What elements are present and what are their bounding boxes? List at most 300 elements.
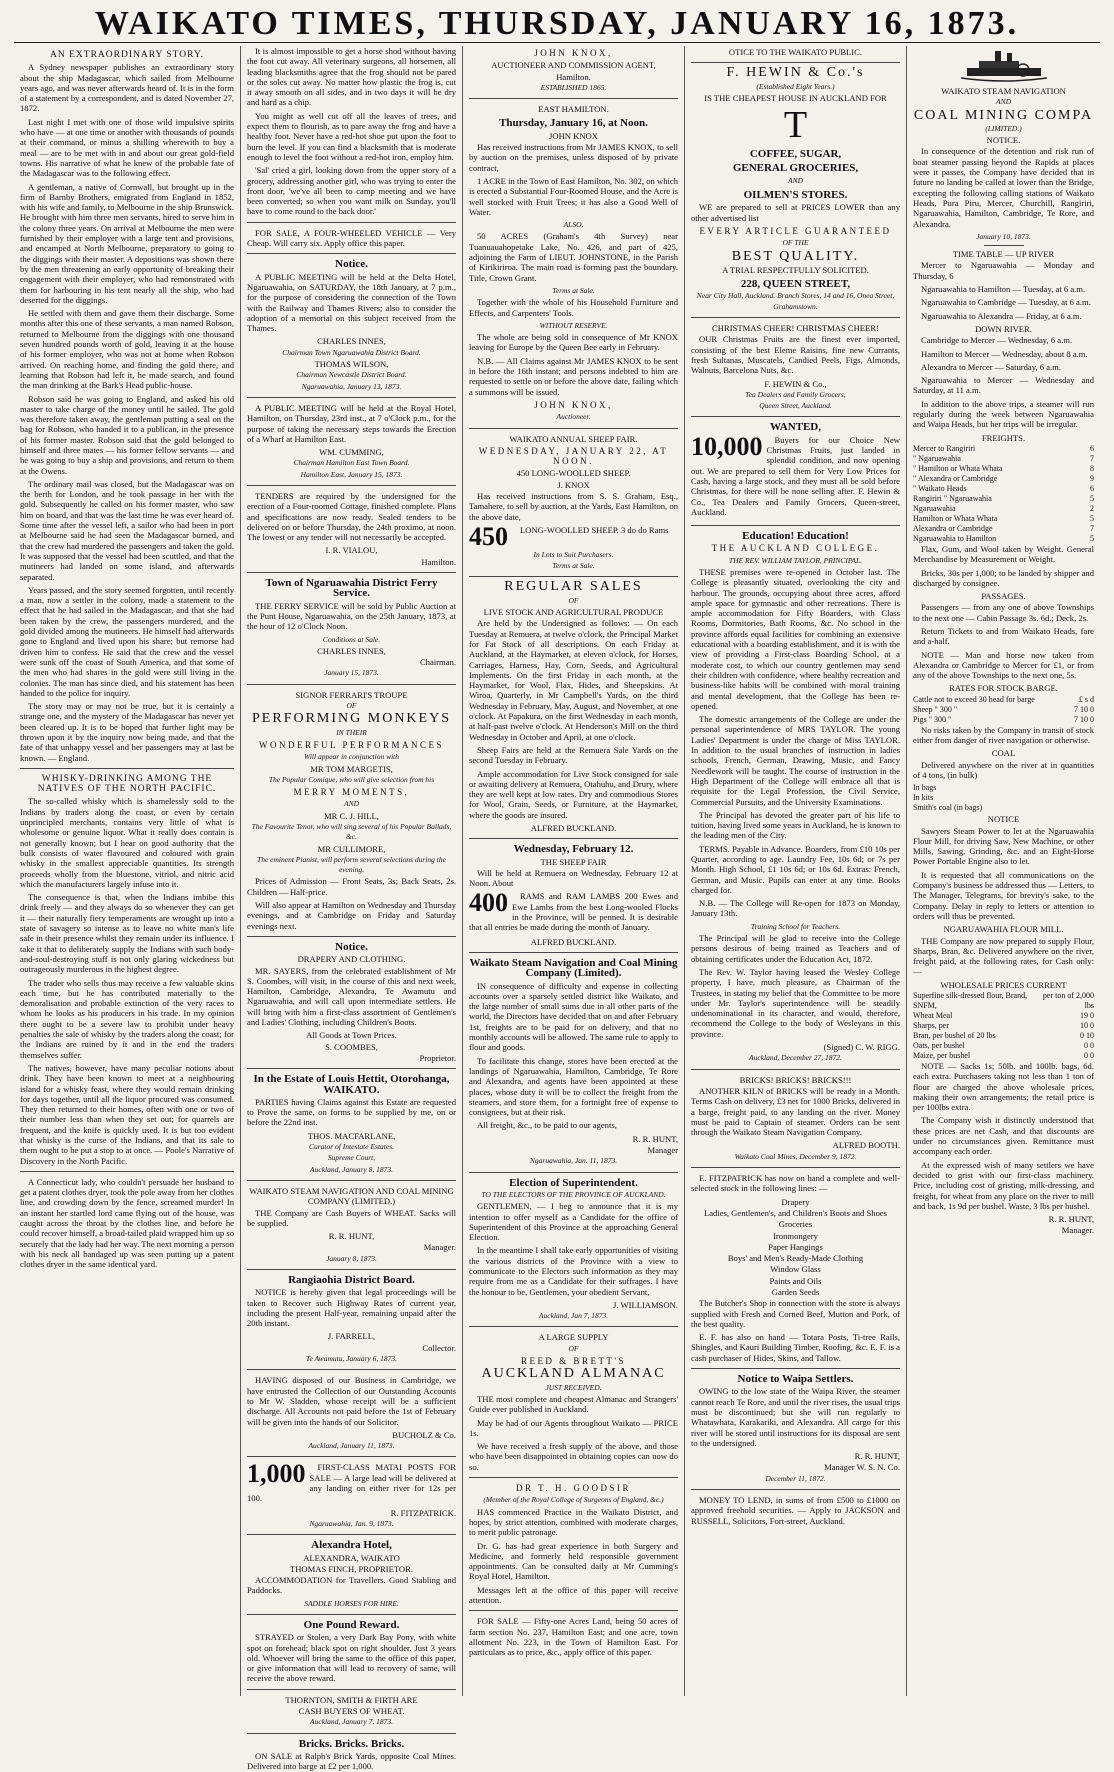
signature: JOHN KNOX, [534, 399, 613, 410]
divider [247, 1269, 456, 1270]
divider [247, 253, 456, 254]
big-t: T [783, 104, 808, 147]
coal-body: Delivered anywhere on the river at in quantities of 4 tons, (in bulk) [913, 759, 1094, 780]
auctioneer-name: JOHN KNOX [549, 130, 598, 141]
sheep-long: LONG-WOOLLED SHEEP. 3 do do Rams [520, 524, 669, 535]
table-row: " Hamilton or Whata Whata 8 [913, 463, 1094, 473]
notice-body: In consequence of the detention and risk run of boat steamer passing beyond the Rapids at places were it passes, the Company have decided that in future no landing be called at lower than the Bridge, excepting the following calling stations of Waikato Heads, Pura Piru, Mercer, Churchill, Rangiriri, Ngaruawahia, Hamilton, Cambridge, Te Rore, and Alexandra. [913, 146, 1094, 229]
notice-body: A PUBLIC MEETING will be held at the Delta Hotel, Ngaruawahia, on SATURDAY, the 18th January, at 7 p.m., for the purpose of considering the connection of the Town with the Railway and Thames Rivers; also to consider the adoption of a memorial on this subject received from the Thames. [247, 271, 456, 334]
regular-body: Are held by the Undersigned as follows: — On each Tuesday at Remuera, at twelve o'clock, the Principal Market for Fat Stock of all descriptions. On each Friday at Auckland, at the Haymarket, at eleven o'clock, for Horses, Carriages, Harness, Hay, Corn, Seeds, and Agricultural Implements. On the first Friday in each month, at the Haymarket, for Wool, Flax, Hides, and Sheepskins. At Wiroa, Quarterly, in Mr Campbell's Yards, on the third Wednesday in February, May, August, and November, at one o'clock. At Papakura, on the first Wednesday in each month, at half-past twelve o'clock. At Henderson's Mill on the third Wednesday in October and April, at one o'clock. [469, 618, 678, 742]
signature: THOS. MACFARLANE, [307, 1130, 396, 1141]
signature: CHARLES INNES, [317, 645, 386, 656]
note: NOTE — Man and horse now taken from Alexandra or Cambridge to Mercer for £1, or from any of the above Townships to the next one, 5s. [913, 649, 1094, 681]
knox-role: AUCTIONEER AND COMMISSION AGENT, [491, 60, 656, 71]
regular-of: OF [568, 595, 579, 605]
masthead: WAIKATO TIMES, THURSDAY, JANUARY 16, 1873. [14, 6, 1100, 43]
tsf-title: THORNTON, SMITH & FIRTH ARE [285, 1694, 418, 1705]
story-para: Years passed, and the story seemed forgotten, until recently a man, now a settler in the colony, made a statement to the effect that he had sailed in the Madagascar, and that she had been taken by the crew, the passengers murdered, and the gold divided among the mutineers. He himself had afterwards gone to England and lived upon his share; but remorse had driven him to confess. He said that the crew and the vessel were sunk off the coast of South America, and that some of the men who had shares in the gold were still living in the colonies. The man has since died, and his statement has been handed to the police for inquiry. [20, 584, 234, 698]
short-para: A Connecticut lady, who couldn't persuade her husband to get a patent clothes dryer, took the pole away from her clothes line, and crowding down by the fence, screamed murder! In an instant her startled lord came flying out of the house, was caught across the throat by the clothes line, and before he could recover himself, a broad-tailed plaid wrapped him up so securely that the lady had her way. The next morning a person with his neck all bandaged up was seen putting up a patent clothes dryer in the same identical yard. [20, 1176, 234, 1270]
divider [469, 1326, 678, 1327]
coal-title: COAL [991, 748, 1016, 759]
coal-table [913, 783, 1094, 813]
signature-role: Collector. [422, 1342, 456, 1353]
passages-body: Passengers — from any one of above Townships to the next one — Cabin Passage 3s. 6d.; Deck, 2s. [913, 602, 1094, 623]
hewin-name: F. HEWIN & Co.'s [726, 65, 865, 81]
sheep-body: Has received instructions from S. S. Graham, Esq., Tamahere, to sell by auction, at the Yards, East Hamilton, on the above date, [469, 490, 678, 522]
auctioneer-name: J. KNOX [557, 479, 590, 490]
notice-date: Auckland, January 7, 1873. [310, 1717, 393, 1727]
return-tickets: Return Tickets to and from Waikato Heads, fare and a-half. [913, 625, 1094, 647]
regular-sales-title: REGULAR SALES [504, 579, 643, 595]
ferry-title: Town of Ngaruawahia District Ferry Service. [265, 577, 438, 600]
divider [247, 1733, 456, 1734]
limited: (LIMITED.) [985, 123, 1022, 133]
signature-role: Chairman Hamilton East Town Board. [293, 458, 410, 468]
table-row: Rangiriri " Ngaruawahia 5 [913, 493, 1094, 503]
education-body: THESE premises were re-opened in October last. The College is pleasantly situated, overlooking the city and harbour. The grounds, occupying about three acres, afford ample space for gymnastic and other recreations. There is ample accommodation for Fifty Boarders, with Class Rooms, Dormitories, Bath Rooms, &c. No school in the province affords equal facilities for combining an extensive educational with a boarding establishment, and it is with the view of providing a First-class Boarding School, at a moderate cost, to which our country gentlemen may send their children with confidence, where healthy recreation and business-like habits will be combined with moral training and mental development, that the College has been re-opened. [691, 566, 900, 711]
signature-place: Hamilton. [421, 556, 456, 567]
sal-para: 'Sal' cried a girl, looking down from the upper story of a grocery, addressing another girl, who was trying to enter the front door, 'we've all been to camp meeting and we have been converted; so when you want milk on Sunday, you'll have to come round to the back door.' [247, 165, 456, 217]
bricks-place: Waikato Coal Mines, December 9, 1872. [734, 1151, 857, 1161]
notice-date: December 11, 1872. [765, 1473, 826, 1483]
also: ALSO, [563, 220, 584, 230]
story-para: A gentleman, a native of Cornwall, but brought up in the firm of Barnby Brothers, emigrated from England in 1852, with his wife and family, to Melbourne in the ship Brunswick. He brought with him three men servants, hired to serve him in the colony three years. On arrival at Melbourne the men were furnished by their employer with a large tent and provisions, and encamped at North Melbourne, preparatory to going to the diggings with their master. A depositions was shown there by the men threatening an early opportunity of breaking their engagement with their employer, who had remonstrated with them for harbouring in his tent nearly all the ship, who had deserted for the diggings. [20, 181, 234, 305]
troupe-desc: The eminent Pianist, will perform several selections during the evening. [257, 854, 446, 875]
signature-role: Chairman Newcastle District Board. [296, 370, 407, 380]
troupe-sub: IN THEIR [336, 727, 367, 737]
bucholz-body: HAVING disposed of our Business in Cambridge, we have entrusted the Collection of our Outstanding Accounts to Mr W. Sladden, whose receipt will be a sufficient discharge. All Accounts not paid before the 1st of February will be given into the hands of our Solicitor. [247, 1375, 456, 1427]
notice-date: January 8, 1873. [326, 1253, 377, 1263]
notice-date: Auckland, January 8, 1873. [310, 1164, 393, 1174]
company-name: WAIKATO STEAM NAVIGATION [941, 86, 1066, 96]
christmas-heading: CHRISTMAS CHEER! CHRISTMAS CHEER! [712, 323, 879, 334]
education-title: Education! Education! [742, 530, 849, 543]
signature-role: Tea Dealers and Family Grocers, [745, 389, 846, 399]
sheep-number: 450 [469, 521, 508, 551]
reward-body: STRAYED or Stolen, a very Dark Bay Pony, with white spot on forehead; black spot on right shoulder. Just 3 years old. Whoever will bring the same to the office of this paper, or give information that will lead to recovery of same, will receive the above reward. [247, 1632, 456, 1684]
signature-role: Proprietor. [419, 1052, 456, 1063]
terms-nb: N.B. — The College will Re-open for 1873 on Monday, January 13th. [691, 898, 900, 919]
table-row: Mercer to Rangiriri 6 [913, 443, 1094, 453]
flour-body: THE Company are now prepared to supply Flour, Sharps, Bran, &c. Delivered anywhere on the river, freight paid, at the following rates, for Cash only: — [913, 935, 1094, 977]
tsf-sub: CASH BUYERS OF WHEAT. [298, 1706, 405, 1717]
notice-title: Notice. [335, 258, 368, 271]
knox-town: Hamilton. [556, 71, 591, 82]
table-row: Ngaruawahia 2 [913, 503, 1094, 513]
board-title: Rangiaohia District Board. [288, 1273, 415, 1286]
table-row: Wheat Meal 19 0 [913, 1011, 1094, 1020]
every-article: EVERY ARTICLE GUARANTEED [699, 225, 892, 236]
hewin-established: (Established Eight Years.) [756, 81, 835, 91]
whisky-para: The trader who sells thus may receive a few valuable skins each time, but he has contributed materially to the demoralisation and probable extinction of the very races to whom he looks as his producers in his trade. In my opinion there ought to be a severe law to prohibit under heavy penalties the sale of whisky by the traders along the coast; for the Indians are ruined by it and in the end the traders themselves suffer. [20, 977, 234, 1060]
almanac-agents: May be had of our Agents throughout Waikato — PRICE 1s. [469, 1417, 678, 1438]
terms: Terms at Sale. [552, 285, 595, 295]
fifty-acres-para: 50 ACRES (Graham's 4th Survey) near Tuanuauahopetake Lake, No. 426, and part of 425, adjoining the Farm of LIEUT. JOHNSTONE, in the Parish of Kirikiriroa. The main road is forming past the boundary. Title, Crown Grant. [469, 231, 678, 283]
meeting-body: A PUBLIC MEETING will be held at the Royal Hotel, Hamilton, on Thursday, 23rd inst., at 7 o'Clock p.m., for the purpose of taking the necessary steps towards the Erection of a Wharf at Hamilton East. [247, 402, 456, 444]
drapery-goods: All Goods at Town Prices. [306, 1030, 397, 1041]
signature: THOMAS WILSON, [314, 359, 389, 370]
notice-date: Auckland, January 11, 1873. [308, 1441, 395, 1451]
wed-sub: THE SHEEP FAIR [540, 856, 607, 867]
signature-role: Manager W. S. N. Co. [824, 1462, 900, 1473]
timetable-down-row: Hamilton to Mercer — Wednesday, about 8 a.m. [921, 348, 1088, 359]
best-quality: BEST QUALITY. [731, 248, 860, 264]
acres-ad: FOR SALE — Fifty-one Acres Land, being 50 acres of farm section No. 237, Hamilton East; and one acre, town allotment No. 223, in the Town of Hamilton East. For particulars as to price, &c., apply office of this paper. [469, 1616, 678, 1658]
flour-mill-title: NGARUAWAHIA FLOUR MILL. [943, 924, 1064, 935]
notice-date: January 15, 1873. [324, 668, 379, 678]
prepared-para: WE are prepared to sell at PRICES LOWER than any other advertised list [691, 202, 900, 223]
estate-body: PARTIES having Claims against this Estate are requested to Prove the same, on forms to be supplied by me, on or before the 22nd inst. [247, 1096, 456, 1128]
column-5 [906, 46, 1100, 1696]
troupe-wonder: WONDERFUL PERFORMANCES [259, 739, 444, 750]
goodsir-sub: (Member of the Royal College of Surgeons of England, &c.) [483, 1495, 664, 1505]
notice-date: Auckland, Jan 7, 1873. [538, 1311, 609, 1321]
table-row: Smith's coal (in bags) [913, 803, 983, 813]
sheep-fair-date: WEDNESDAY, JANUARY 22, AT NOON. [478, 445, 669, 467]
divider [691, 1489, 900, 1490]
sheep-lots: In Lots to Suit Purchasers. [533, 549, 614, 559]
signature: J. WILLIAMSON. [612, 1299, 678, 1310]
fitzpatrick-item: Garden Seeds [771, 1286, 820, 1297]
timetable-down-row: Alexandra to Mercer — Saturday, 6 a.m. [921, 361, 1061, 372]
story-para: The ordinary mail was closed, but the Madagascar was on the berth for London, and he took passage in her with the gold. Subsequently he called on his former master, who saw him on board, and that was the last time he was ever heard of. Some time after the vessel left, a sailor who had been in port at Melbourne said he had seen the Madagascar burned, and that the crew had murdered the passengers and taken the gold. It was supposed that the vessel had been scuttled, and that the mutineers had landed on some island, and afterwards separated. [20, 478, 234, 582]
troupe-prices: Prices of Admission — Front Seats, 3s; Back Seats, 2s. Children — Half-price. [247, 876, 456, 897]
stock-table [913, 695, 1094, 725]
troupe-appear: Will appear in conjunction with [304, 752, 399, 762]
prices-title: WHOLESALE PRICES CURRENT [940, 979, 1067, 990]
sheep-count: 450 LONG-WOOLLED SHEEP. [516, 468, 631, 479]
divider [691, 525, 900, 526]
goodsir-title: DR T. H. GOODSIR [516, 1483, 631, 1494]
mill-note: The Company wish it distinctly understood that these prices are net Cash, and that discounts are under no circumstances given. Remittance must accompany each order. [913, 1115, 1094, 1157]
almanac-body: THE most complete and cheapest Almanac and Strangers' Guide ever published in Auckland. [469, 1393, 678, 1415]
freights-table [913, 444, 1094, 544]
stock-title: RATES FOR STOCK BARGE. [949, 683, 1058, 694]
notice-date: Ngaruawahia, Jan. 11, 1873. [529, 1156, 618, 1166]
goodsir-body: HAS commenced Practice in the Waikato District, and hopes, by strict attention, combined with moderate charges, to merit public patronage. [469, 1506, 678, 1538]
education-body: The domestic arrangements of the College are under the personal superintendence of MRS TAYLOR. The young Ladies' Department is under the charge of Miss TAYLOR. In addition to the usual branches of instruction in ladies schools, French, German, Drawing, Music, and Fancy Needlework will be taught. The course of instruction in the High Department of the College will embrace all that is requisite for the Legal Profession, the Civil Service, Commercial Pursuits, and the University Examinations. [691, 714, 900, 807]
terms: TERMS. Payable in Advance. Boarders, from £10 10s per Quarter, according to age. Laundry Fee, 10s 6d; or 7s per Month. High School, £1 10s 6d; or 10s 6d. Extras: French, German, and Music. Pupils can enter at any time. Books charged for. [691, 843, 900, 895]
whisky-para: The natives, however, have many peculiar notions about drink. They have been known to meet at a neighbouring island for a whisky feast, where they would remain drinking for days together, until all the liquor procured was consumed. They then returned to their homes, often with one or two of their number less than when they set out; for quarrels are frequent, and the knife is quickly used. It is but too evident that whisky is the curse of the Indians, and that its sale to them ought to be put a stop to at once. — Poole's Narrative of Discovery in the North Pacific. [20, 1062, 234, 1166]
signature: J. FARRELL, [327, 1331, 376, 1342]
whisky-title: WHISKY-DRINKING AMONG THE NATIVES OF THE NORTH PACIFIC. [37, 773, 217, 795]
down-river: DOWN RIVER. [975, 323, 1032, 334]
fitzpatrick-item: Paper Hangings [768, 1241, 823, 1252]
signature: WM. CUMMING, [319, 447, 384, 458]
regular-sub: LIVE STOCK AND AGRICULTURAL PRODUCE [483, 607, 664, 618]
story-title: AN EXTRAORDINARY STORY. [50, 50, 204, 60]
whisky-para: The consequence is that, when the Indians imbibe this drink freely — and they always do so whenever they can get it — their naturally fiery temperaments are wrought up into a state of savagery so intense as to leave no white man's life safe in their presence whilst they remain under its influence. I take it that to deliberately supply the Indians with such body-and-soul-destroying stuff is not only glaring wickedness but outrageously murderous in the highest degree. [20, 892, 234, 975]
wsn-body: IN consequence of difficulty and expense in collecting accounts over a sparsely settled district like Waikato, and the large number of small sums due in all other parts of the world, the Directors have decided that on and after February 1st, freights are to be paid for on delivery, and that no monthly accounts will be allowed. The same rule to apply to flour and goods. [469, 980, 678, 1053]
note: NOTE — Sacks 1s; 50lb. and 100lb. bags, 6d. each extra. Purchasers taking not less than 1 ton of flour are charged the above wholesale prices, making their own arrangements; the retail price is per 100lbs extra. [913, 1061, 1094, 1113]
signature: S. COOMBES, [325, 1041, 378, 1052]
divider [469, 98, 678, 99]
whole-para: The whole are being sold in consequence of Mr KNOX leaving for Europe by the Queen Bee early in February. [469, 332, 678, 353]
wanted-body: Buyers for our Choice New Christmas Fruits, just landed in splendid condition, and now opening out. We are prepared to sell them for Very Low Prices for Cash, having a large stock, and they must all be sold before Christmas, for there will be none selling after. F. Hewin & Co., Tea Dealers and Family Grocers, Queen-street, Auckland. [691, 434, 900, 517]
table-row: Sheep " 300 " 7 10 0 [913, 704, 1094, 714]
rams-number: 400 [469, 888, 508, 918]
fitzpatrick-item: Ironmongery [773, 1230, 818, 1241]
coffee-sugar: COFFEE, SUGAR, [749, 148, 842, 161]
divider [247, 397, 456, 398]
divider [469, 428, 678, 429]
steamer-icon [959, 48, 1049, 82]
divider [247, 1180, 456, 1181]
table-row: " Alexandra or Cambridge 9 [913, 473, 1094, 483]
money-ad: MONEY TO LEND, in sums of from £500 to £1000 on approved freehold securities. — Apply to JACKSON and RUSSELL, Solicitors, Fort-street, Auckland. [691, 1495, 900, 1526]
column-1 [14, 46, 240, 1696]
troupe-of: OF [346, 701, 357, 711]
wsn-title: Waikato Steam Navigation and Coal Mining Company (Limited). [469, 956, 678, 980]
troupe-desc: The Favourite Tenor, who will sing several of his Popular Ballads, &c. [251, 822, 452, 842]
notice-date: Ngaruawahia, Jan. 9, 1873. [309, 1518, 394, 1528]
story-para: Robson said he was going to England, and asked his old master to take charge of the money until he sailed. The gold was therefore taken away, the gentleman putting a seal on the bag for Robson, who handed it to a publican, in the presence of his former master. Robson said that the gold belonged to himself and three mates — his former fellow servants — and he was going to buy a ship and provisions, and return to them at the Owens. [20, 393, 234, 476]
divider [469, 1477, 678, 1478]
notice-date: January 10, 1873. [976, 231, 1031, 241]
correspondence: It is requested that all communications on the Company's business be addressed thus — Letters, to The Manager, Telegrams, for brevity's sake, to the Company. Delay in reply to letters or attention to orders will thus be prevented. [913, 869, 1094, 921]
timetable-up-row: Mercer to Ngaruawahia — Monday and Thursday, 6 [913, 260, 1094, 281]
flax: Flax, Gum, and Wool taken by Weight. General Merchandise by Measurement or Weight. [913, 543, 1094, 565]
address: 228, QUEEN STREET, [740, 278, 851, 291]
wed-title: Wednesday, February 12. [513, 843, 634, 856]
divider [20, 1171, 234, 1172]
training-body: The Rev. W. Taylor having leased the Wesley College property, I have, much pleasure, as Chairman of the Trustees, in stating my belief that the Committee to be more under Mr. Taylor's superintendence will be steadily undenominational in its character, and would, therefore, recommend the College to the body of Wesleyans in this province. [691, 966, 900, 1039]
wsn-body: All freight, &c., to be paid to our agents, [477, 1120, 617, 1131]
election-title: Election of Superintendent. [509, 1176, 638, 1189]
ferry-conditions: Conditions at Sale. [322, 634, 381, 644]
notice-title: NOTICE. [986, 135, 1021, 146]
east-heading: EAST HAMILTON. [538, 104, 609, 115]
notice-heading: OTICE TO THE WAIKATO PUBLIC. [728, 47, 863, 57]
notice-body: Sawyers Steam Power to let at the Ngaruawahia Flour Mill, for driving Saw, New Machine, or other Mills, Sawing, Grinding, &c. and an Eight-Horse Power Portable Engine also to let. [913, 825, 1094, 867]
coal-mining: COAL MINING COMPA [913, 107, 1094, 123]
election-body: In the meantime I shall take early opportunities of visiting the various districts of the Province with a view to communicate to the Electors such information as they may require from me as a Candidate for their suffrages. I have the honour to be, Gentlemen, your obedient Servant, [469, 1245, 678, 1297]
whisky-para: The so-called whisky which is shamelessly sold to the Indians by traders along the coast, or even by certain unprincipled merchants, contains very little of what is wholesome or genuine liquor. What it really does contain is not generally known; but I hear on good authority that the bulk consists of water flavoured and coloured with grain whisky in the smallest appreciable quantities. Its strength proceeds wholly from the bluestone, vitriol, and nitric acid which the manufacturers largely infuse into it. [20, 796, 234, 889]
signature-role: Manager. [423, 1242, 456, 1253]
divider [691, 416, 900, 417]
column-4 [684, 46, 906, 1696]
vehicle-ad: FOR SALE, A FOUR-WHEELED VEHICLE — Very Cheap. Will carry six. Apply office this paper. [247, 227, 456, 249]
divider [469, 838, 678, 839]
fitzpatrick-item: Window Glass [770, 1264, 821, 1275]
divider [247, 1614, 456, 1615]
table-row: Hamilton or Whata Whata 5 [913, 513, 1094, 523]
sale-date: Thursday, January 16, at Noon. [499, 117, 648, 130]
troupe-monkeys: PERFORMING MONKEYS [252, 711, 451, 727]
posts-body: FIRST-CLASS MATAI POSTS FOR SALE — A large lead will be delivered at any landing on either river for 12s per 100. [247, 1462, 456, 1504]
story-para: The story may or may not be true, but it is certainly a strange one, and the mystery of the Madagascar has never yet been cleared up. It is to be hoped that further light may be thrown upon it by the inquiry now being made, and that the fate of that unhappy vessel and her passengers may at last be known. — England. [20, 701, 234, 763]
wanted: WANTED, [769, 421, 822, 434]
near: Near City Hall, Auckland. Branch Stores, 14 and 16, Onea Street, Grahamstown. [696, 291, 895, 311]
almanac-large: A LARGE SUPPLY [538, 1332, 609, 1343]
college-name: THE AUCKLAND COLLEGE. [711, 543, 880, 554]
divider [691, 1167, 900, 1168]
column-3 [462, 46, 684, 1696]
hotel-saddle: SADDLE HORSES FOR HIRE. [304, 1598, 399, 1608]
wheat-body: THE Company are Cash Buyers of WHEAT. Sacks will be supplied. [247, 1207, 456, 1228]
waipa-body: OWING to the low state of the Waipa River, the steamer cannot reach Te Rore, and until the river rises, the usual trips must be discontinued; but she will run regularly to Whatawhata, Karakariki, and Alexandra. All cargo for this river will be stored until instructions for its disposal are sent to the undersigned. [691, 1386, 901, 1448]
hotel-proprietor: THOMAS FINCH, PROPRIETOR. [289, 1563, 414, 1574]
almanac-just: JUST RECEIVED. [545, 1382, 602, 1392]
drapery-sub: DRAPERY AND CLOTHING. [297, 954, 406, 965]
without-reserve: WITHOUT RESERVE. [539, 320, 608, 330]
signature: ALFRED BUCKLAND. [530, 823, 617, 833]
waipa-title: Notice to Waipa Settlers. [737, 1373, 854, 1386]
goodsir-body: Dr. G. has had great experience in both Surgery and Medicine, and formerly held responsible government appointments. Can be consulted daily at Mr Cumming's Royal Hotel, Hamilton. [469, 1540, 678, 1582]
training-title: Training School for Teachers. [750, 921, 841, 931]
table-row: In bags [913, 783, 937, 793]
almanac-fresh: We have received a fresh supply of the above, and those who have been disappointed in obtaining copies can now do so. [469, 1441, 678, 1472]
almanac-name: REED & BRETT'S [520, 1356, 627, 1367]
divider [691, 1069, 900, 1070]
ferry-body: THE FERRY SERVICE will be sold by Public Auction at the Punt House, Ngaruawahia, on the 25th January, 1873, at the hour of 12 o'Clock Noon. [247, 600, 456, 632]
training-body: The Principal will be glad to receive into the College persons desirous of being trained as Teachers and of obtaining certificates under the Education Act, 1872. [691, 933, 900, 964]
sheep-terms: Terms at Sale. [552, 561, 595, 571]
signature: R. R. HUNT, [854, 1451, 900, 1462]
divider [247, 485, 456, 486]
general-groceries: GENERAL GROCERIES, [732, 162, 859, 175]
story-para: Last night I met with one of those wild impulsive spirits who have — at one time or another with thousands of pounds at their command, or minus a shilling wherewith to buy a meal — are to be met with in and about our great gold-field towns. His narrative of what he knew of the probable fate of the Madagascar was to the following effect. [20, 116, 234, 179]
bricks-rate: Bricks, 30s per 1,000; to be landed by shipper and discharged by consignee. [913, 567, 1094, 588]
bricks-heading: BRICKS! BRICKS! BRICKS!!! [739, 1074, 852, 1085]
signature: R. R. HUNT, [328, 1231, 375, 1242]
education-body: The Principal has devoted the greater part of his life to tuition, having lived some years in Auckland, he is known to the leading men of the City. [691, 809, 900, 841]
prices-table [913, 991, 1094, 1061]
troupe-and: AND [344, 799, 359, 809]
wed-body: Will be held at Remuera on Wednesday, February 12 at Noon. About [469, 867, 678, 889]
troupe-schedule: Will also appear at Hamilton on Wednesday and Thursday evenings, and at Cambridge on Friday and Saturday evenings next. [247, 900, 456, 931]
wsn-body: To facilitate this change, stores have been erected at the landings of Ngaruawahia, Hamilton, Cambridge, Te Rore and Alexandra, and agents have been appointed at these places, whose duty it will be to collect the freight from the steamers, and store them, for a fortnight free of expense to consignees, but at their risk. [469, 1055, 678, 1118]
notice-date: Te Awamutu, January 6, 1873. [305, 1354, 398, 1364]
divider [247, 1534, 456, 1535]
table-row: Oats, per bushel 0 0 [913, 1041, 1094, 1050]
divider [247, 222, 456, 223]
notice-date: Auckland, December 27, 1872. [749, 1053, 842, 1063]
signature: I. R. VIALOU, [325, 545, 378, 556]
fitzpatrick-item: Ladies, Gentlemen's, and Children's Boots and Shoes [703, 1207, 888, 1218]
table-row: Cattle not to exceed 30 head for barge £ s d [913, 694, 1094, 704]
divider [691, 317, 900, 318]
timetable-title: TIME TABLE — UP RIVER [952, 249, 1055, 260]
knox-title: JOHN KNOX, [534, 48, 613, 58]
knox-established: ESTABLISHED 1865. [540, 82, 607, 92]
timetable-down-row: Cambridge to Mercer — Wednesday, 6 a.m. [921, 335, 1073, 346]
timetable-up-row: Ngaruawahia to Cambridge — Tuesday, at 6 a.m. [921, 297, 1091, 308]
troupe-desc: The Popular Comique, who will give selection from his [268, 774, 435, 784]
signature: CHARLES INNES, [317, 336, 386, 347]
timetable-up-row: Ngaruawahia to Hamilton — Tuesday, at 6 a.m. [921, 284, 1086, 295]
drapery-body: MR. SAYERS, from the celebrated establishment of Mr S. Coombes, will visit, in the course of this and next week, Hamilton, Cambridge, Alexandra, Te Awamutu and Ngaruawahia, and will call upon intermediate settlers. He will bring with him a first-class assortment of Gentlemen's and Ladies' Clothing, including Children's Boots. [247, 965, 456, 1028]
sheep-fair-title: WAIKATO ANNUAL SHEEP FAIR. [509, 433, 638, 444]
table-row: Bran, per bushel of 20 lbs 0 10 [913, 1031, 1094, 1040]
table-row: Superfine silk-dressed flour, Brand, SNFM, per ton of 2,000 lbs [913, 991, 1094, 1010]
fitzpatrick-item: Boys' and Men's Ready-Made Clothing [727, 1253, 864, 1264]
principal: THE REV. WILLIAM TAYLOR, PRINCIPAL. [728, 555, 863, 565]
divider [469, 952, 678, 953]
risks: No risks taken by the Company in transit of stock either from danger of river navigation or otherwise. [913, 724, 1094, 746]
divider [20, 768, 234, 769]
fitzpatrick-item: Paints and Oils [769, 1275, 822, 1286]
estate-title: In the Estate of Louis Hettit, Otorohanga, WAIKATO. [253, 1073, 450, 1096]
rams-body: RAMS and RAM LAMBS 200 Ewes and Ewe Lambs from the best Long-wooled Flocks in the Province, will be penned. It is desirable that all entries be made during the month of January. [469, 891, 678, 933]
board-body: NOTICE is hereby given that legal proceedings will be taken to Recover such Highway Rates of current year, including the present Half-year, remaining unpaid after the 20th instant. [247, 1287, 456, 1329]
bricks-body: ON SALE at Ralph's Brick Yards, opposite Coal Mines. Delivered into barge at £2 per 1,000. [247, 1750, 456, 1772]
bricks-body: ANOTHER KILN of BRICKS will be ready in a Month. Terms Cash on delivery, £3 net for 1000 Bricks, delivered in a barge, freight paid, to any landing on the river. Money must be paid to Captain of steamer. Orders can be sent through the Waikato Steam Navigation Company. [691, 1085, 900, 1138]
regular-show: Sheep Fairs are held at the Remuera Sale Yards on the second Tuesday in February. [469, 744, 678, 766]
signature: BUCHOLZ & Co. [392, 1429, 456, 1440]
divider [984, 245, 1024, 246]
fitzpatrick-item: Drapery [781, 1196, 810, 1207]
hotel-body: ACCOMMODATION for Travellers. Good Stabling and Paddocks. [247, 1575, 456, 1596]
divider [691, 1368, 900, 1369]
divider [691, 62, 900, 63]
hotel-place: ALEXANDRA, WAIKATO [303, 1552, 400, 1563]
divider [247, 936, 456, 937]
timetable-down-row: Ngaruawahia to Mercer — Wednesday and Saturday, at 11 a.m. [913, 375, 1094, 396]
almanac-of: OF [568, 1343, 579, 1353]
table-row: " Waikato Heads 6 [913, 483, 1094, 493]
troupe-performer: MR CULLIMORE, [317, 843, 386, 854]
table-row: In kits [913, 793, 934, 803]
divider [469, 1172, 678, 1173]
divider [469, 576, 678, 577]
together-para: Together with the whole of his Household Furniture and Effects, and Carpenters' Tools. [469, 297, 678, 318]
freights-title: FREIGHTS. [981, 432, 1026, 443]
regular-ample: Ample accommodation for Live Stock consigned for sale or awaiting delivery at Remuera, Otahuhu, and Drury, where they are well kept at low rates. Dry and commodious Stores for Wool, Grain, Seeds, or Furniture, at the Haymarket, where the goods are insured. [469, 768, 678, 820]
table-row: Maize, per bushel 0 0 [913, 1051, 1094, 1060]
divider [247, 1689, 456, 1690]
signature-role: Manager. [1061, 1225, 1094, 1236]
story-para: He settled with them and gave them their discharge. Some months after this one of these servants, a man named Robson, returned to Melbourne from the diggings with one thousand seven hundred pounds worth of gold, leaving it at the house of his former employer, who was not at home when Robson arrived. On reaching home, and finding the gold there, and learning that Robson had left it, he made search, and found the man drinking at the Bark's Head public-house. [20, 308, 234, 391]
wanted-number: 10,000 [691, 431, 763, 461]
goodsir-messages: Messages left at the office of this paper will receive attention. [469, 1584, 678, 1605]
table-row: Sharps, per 10 0 [913, 1021, 1094, 1030]
fitzpatrick-body: E. FITZPATRICK has now on hand a complete and well-selected stock in the following lines: — [691, 1173, 900, 1194]
fitzpatrick-butcher: The Butcher's Shop in connection with the store is always supplied with Fresh and Corned Beef, Mutton and Pork, of the best quality. [691, 1298, 900, 1329]
tenders-body: TENDERS are required by the undersigned for the erection of a Four-roomed Cottage, finished complete. Plans and specifications are now ready. Sealed tenders to be delivered on or before Thursday, the 24th proximo, at noon. The lowest or any tender will not necessarily be accepted. [247, 490, 456, 543]
drapery-title: Notice. [335, 940, 368, 953]
table-row: Ngaruawahia to Hamilton 5 [913, 533, 1094, 543]
divider [247, 1369, 456, 1370]
fitzpatrick-item: Groceries [778, 1219, 813, 1230]
divider [247, 572, 456, 573]
table-row: Pigs " 300 " 7 10 0 [913, 714, 1094, 724]
divider [247, 1068, 456, 1069]
troupe-performer: MR C. J. HILL, [324, 810, 379, 821]
fitzpatrick-has: E. F. has also on hand — Totara Posts, Ti-tree Rails, Shingles, and Kauri Building Timber, Roofing, &c. E. F. is a cash purchaser of Hides, Skins, and Tallow. [691, 1332, 900, 1363]
estate-court: Supreme Court, [327, 1153, 376, 1163]
election-to: TO THE ELECTORS OF THE PROVINCE OF AUCKLAND. [481, 1189, 666, 1199]
signature: F. HEWIN & Co., [764, 378, 827, 389]
signature-role: Chairman Town Ngaruawahia District Board. [282, 347, 421, 357]
signature-role: Manager [647, 1145, 678, 1156]
story-para: A Sydney newspaper publishes an extraordinary story about the ship Madagascar, which sailed from Melbourne years ago, and was never afterwards heard of. It is in the form of a statement by a correspondent, and is dated November 27, 1872. [20, 62, 234, 114]
and-label: AND [788, 175, 803, 185]
cheapest-house: IS THE CHEAPEST HOUSE IN AUCKLAND FOR [704, 92, 887, 103]
advice: At the expressed wish of many settlers we have decided to grist with our first-class machinery. Price, including cost of gristing, milk-dressing, and freight, for wheat from any place on the river to mill and back, 1s 9d per bushel. Waste, 3 lbs per bushel. [913, 1159, 1094, 1211]
acre-para: 1 ACRE in the Town of East Hamilton, No. 302, on which is erected a Substantial Four-Roomed House, and the Acre is well stocked with Fruit Trees; it has also a Good Well of Water. [469, 175, 678, 217]
notice-date: Ngaruawahia, January 13, 1873. [301, 381, 402, 391]
signature-role: Auctioneer. [556, 412, 591, 422]
signature-role: Chairman. [419, 657, 456, 668]
signature: (Signed) C. W. RIGG. [823, 1042, 900, 1053]
signature: ALFRED BOOTH. [832, 1140, 900, 1151]
table-row: Alexandra or Cambridge 7 [913, 523, 1094, 533]
signature: R. R. HUNT, [632, 1133, 678, 1144]
horse-para: You might as well cut off all the leaves of trees, and expect them to flourish, as to pare away the frog and have a healthy foot. Never have a red-hot shoe put upon the foot to burn the level. If you can find a blacksmith that is moderate enough to level the foot without a red-hot iron, employ him. [247, 110, 456, 162]
troupe-merry: MERRY MOMENTS, [293, 787, 410, 798]
timetable-up-row: Ngaruawahia to Alexandra — Friday, at 6 a.m. [921, 310, 1082, 321]
